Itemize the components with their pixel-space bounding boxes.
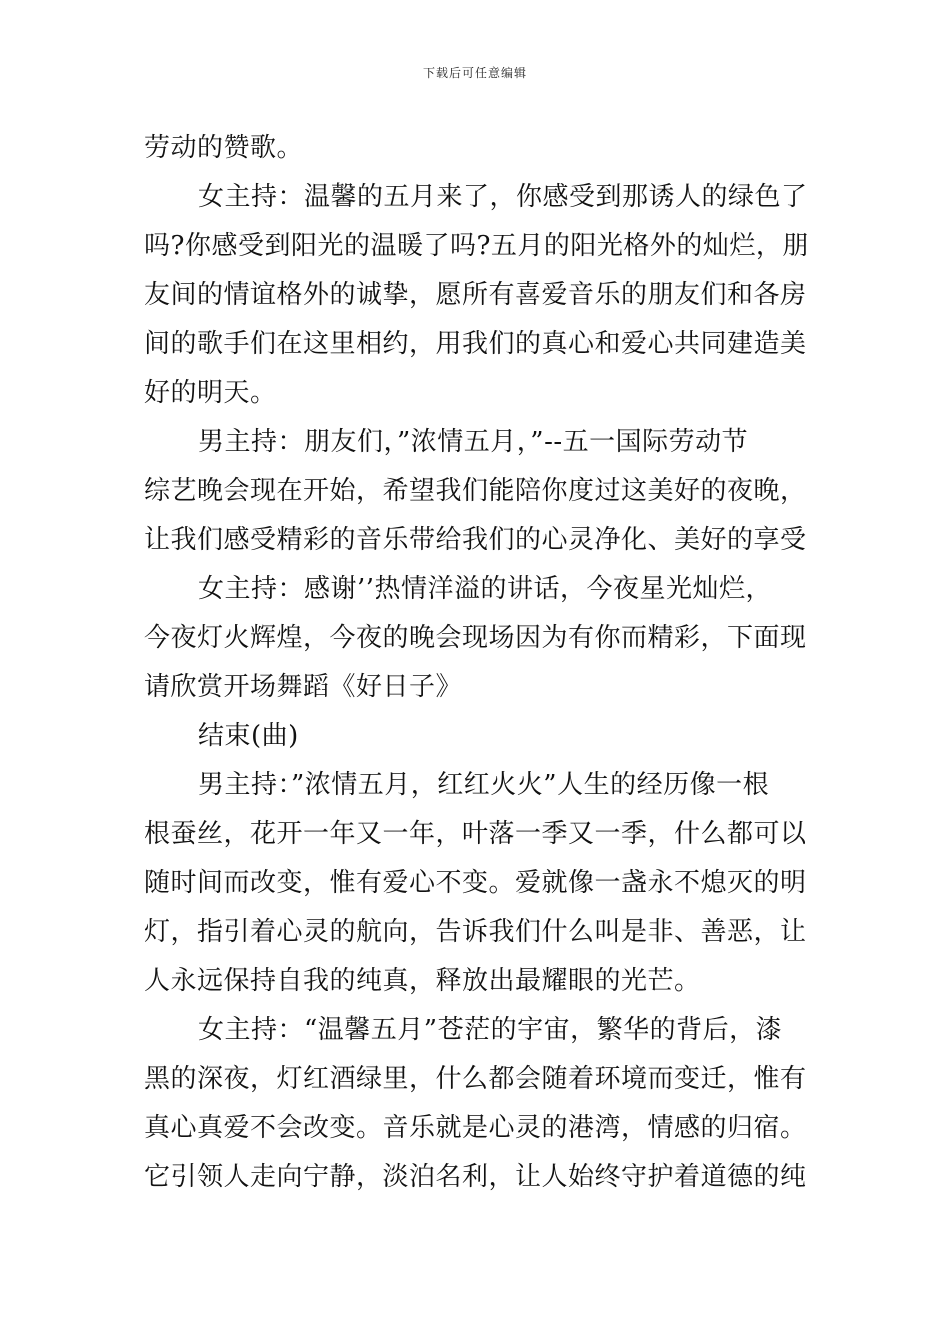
text-line: 综艺晚会现在开始，希望我们能陪你度过这美好的夜晚，: [144, 476, 807, 506]
text-line: 友间的情谊格外的诚挚，愿所有喜爱音乐的朋友们和各房: [144, 280, 807, 310]
text-line: 灯，指引着心灵的航向，告诉我们什么叫是非、善恶，让: [144, 917, 807, 947]
text-line: 请欣赏开场舞蹈《好日子》: [144, 672, 463, 702]
text-line: 黑的深夜，灯红酒绿里，什么都会随着环境而变迁，惟有: [144, 1064, 807, 1094]
text-line: 劳动的赞歌。: [144, 133, 304, 163]
text-line: 真心真爱不会改变。音乐就是心灵的港湾，情感的归宿。: [144, 1113, 807, 1143]
text-line: 女主持：“温馨五月”苍茫的宇宙，繁华的背后，漆: [198, 1015, 783, 1045]
text-line: 随时间而改变，惟有爱心不变。爱就像一盏永不熄灭的明: [144, 868, 807, 898]
text-line: 女主持：温馨的五月来了，你感受到那诱人的绿色了: [198, 182, 808, 212]
text-line: 今夜灯火辉煌，今夜的晚会现场因为有你而精彩，下面现: [144, 623, 807, 653]
text-line: 好的明天。: [144, 378, 277, 408]
text-line: 男主持：朋友们，”浓情五月，”--五一国际劳动节: [198, 427, 749, 457]
text-line: 女主持：感谢’’热情洋溢的讲话，今夜星光灿烂，: [198, 574, 773, 604]
text-line: 男主持：”浓情五月，红红火火”人生的经历像一根: [198, 770, 770, 800]
page-header: 下载后可任意编辑: [422, 66, 527, 80]
text-line: 它引领人走向宁静，淡泊名利，让人始终守护着道德的纯: [144, 1162, 807, 1192]
text-line: 根蚕丝，花开一年又一年，叶落一季又一季，什么都可以: [144, 819, 807, 849]
text-line: 人永远保持自我的纯真，释放出最耀眼的光芒。: [144, 966, 701, 996]
text-line: 吗?你感受到阳光的温暖了吗?五月的阳光格外的灿烂，朋: [144, 231, 809, 261]
text-line: 让我们感受精彩的音乐带给我们的心灵净化、美好的享受: [144, 525, 807, 555]
text-line: 间的歌手们在这里相约，用我们的真心和爱心共同建造美: [144, 329, 807, 359]
document-body: [144, 124, 808, 1202]
text-line: 结束(曲): [198, 721, 299, 751]
